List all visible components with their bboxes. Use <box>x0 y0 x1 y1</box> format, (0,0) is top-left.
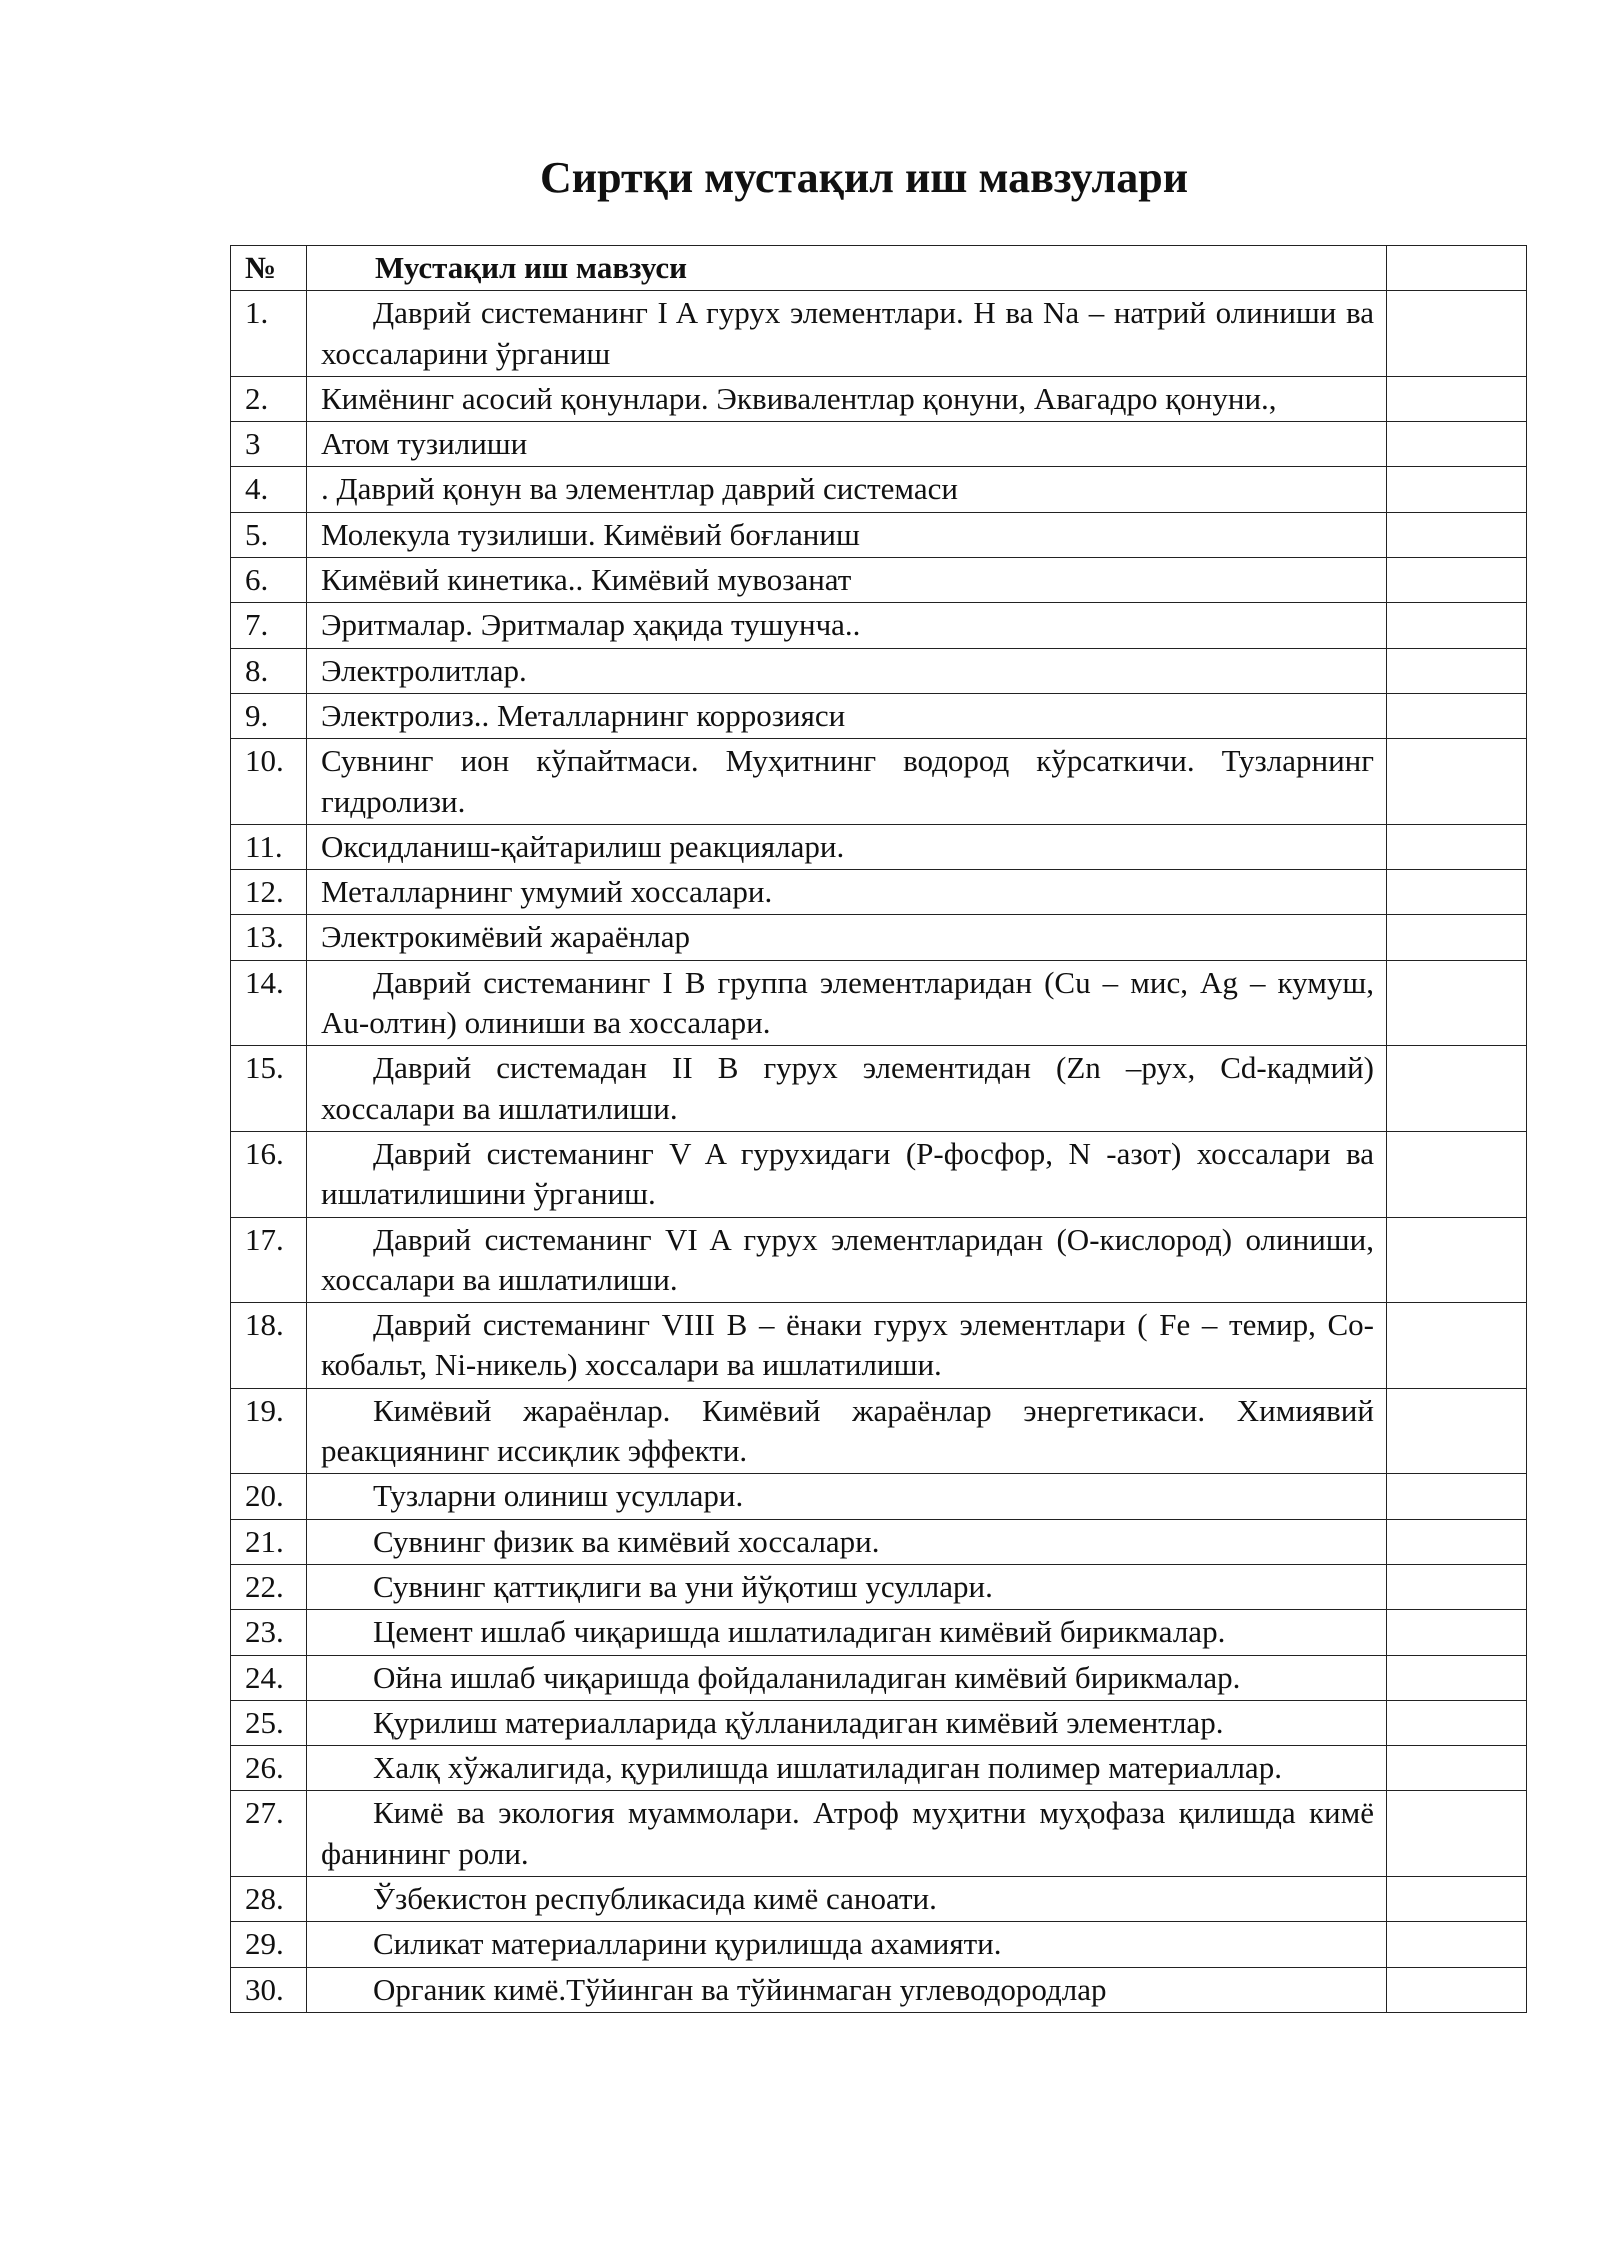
row-number: 14. <box>231 960 307 1046</box>
row-extra <box>1387 1388 1527 1474</box>
row-extra <box>1387 1046 1527 1132</box>
row-extra <box>1387 1217 1527 1303</box>
row-extra <box>1387 558 1527 603</box>
table-row <box>231 1876 1527 1921</box>
row-topic: Даврий системанинг VIII B – ёнаки гурух элементлари ( Fe – темир, Co-кобальт, Ni-никель) хоссалари ва ишлатилиши. <box>307 1303 1387 1389</box>
row-extra <box>1387 1131 1527 1217</box>
row-number: 29. <box>231 1922 307 1967</box>
table-row <box>231 1474 1527 1519</box>
row-number: 9. <box>231 693 307 738</box>
row-extra <box>1387 1519 1527 1564</box>
row-topic: Силикат материалларини қурилишда ахамияти. <box>307 1922 1387 1967</box>
page-title: Сиртқи мустақил иш мавзулари <box>539 153 1189 202</box>
row-extra <box>1387 512 1527 557</box>
row-number: 18. <box>231 1303 307 1389</box>
row-extra <box>1387 870 1527 915</box>
row-number: 8. <box>231 648 307 693</box>
table-header-row <box>231 246 1527 291</box>
header-number: № <box>231 246 307 291</box>
row-number: 21. <box>231 1519 307 1564</box>
row-topic: Электролиз.. Металларнинг коррозияси <box>307 693 1387 738</box>
row-topic: Даврий системанинг I B группа элементларидан (Cu – мис, Ag – кумуш, Au-олтин) олиниши ва хоссалари. <box>307 960 1387 1046</box>
row-extra <box>1387 824 1527 869</box>
row-topic: Сувнинг ион кўпайтмаси. Муҳитнинг водород кўрсаткичи. Тузларнинг гидролизи. <box>307 739 1387 825</box>
row-extra <box>1387 467 1527 512</box>
row-topic: Эритмалар. Эритмалар ҳақида тушунча.. <box>307 603 1387 648</box>
row-topic: Кимёнинг асосий қонунлари. Эквивалентлар қонуни, Авагадро қонуни., <box>307 376 1387 421</box>
row-extra <box>1387 1655 1527 1700</box>
table-row <box>231 1967 1527 2012</box>
row-topic: Атом тузилиши <box>307 422 1387 467</box>
table-row <box>231 467 1527 512</box>
row-topic: Кимёвий жараёнлар. Кимёвий жараёнлар энергетикаси. Химиявий реакциянинг иссиқлик эффекти. <box>307 1388 1387 1474</box>
row-extra <box>1387 1876 1527 1921</box>
table-row <box>231 915 1527 960</box>
row-number: 30. <box>231 1967 307 2012</box>
row-topic: Даврий системанинг I A гурух элементлари. H ва Na – натрий олиниши ва хоссаларини ўрганиш <box>307 291 1387 377</box>
table-row <box>231 1700 1527 1745</box>
table-row <box>231 1217 1527 1303</box>
row-number: 25. <box>231 1700 307 1745</box>
row-number: 19. <box>231 1388 307 1474</box>
table-row <box>231 603 1527 648</box>
table-row <box>231 1655 1527 1700</box>
table-row <box>231 376 1527 421</box>
row-number: 15. <box>231 1046 307 1132</box>
topics-table <box>230 245 1527 2013</box>
row-extra <box>1387 1967 1527 2012</box>
row-number: 26. <box>231 1746 307 1791</box>
table-row <box>231 1519 1527 1564</box>
table-row <box>231 291 1527 377</box>
row-number: 5. <box>231 512 307 557</box>
row-topic: Халқ хўжалигида, қурилишда ишлатиладиган полимер материаллар. <box>307 1746 1387 1791</box>
row-number: 22. <box>231 1564 307 1609</box>
row-number: 3 <box>231 422 307 467</box>
row-topic: Органик кимё.Тўйинган ва тўйинмаган углеводородлар <box>307 1967 1387 2012</box>
row-number: 16. <box>231 1131 307 1217</box>
row-extra <box>1387 915 1527 960</box>
table-row <box>231 422 1527 467</box>
row-topic: Даврий системанинг V A гурухидаги (P-фосфор, N -азот) хоссалари ва ишлатилишини ўрганиш. <box>307 1131 1387 1217</box>
header-extra <box>1387 246 1527 291</box>
row-extra <box>1387 1610 1527 1655</box>
row-extra <box>1387 1746 1527 1791</box>
row-topic: Электрокимёвий жараёнлар <box>307 915 1387 960</box>
row-topic: Даврий системадан II B гурух элементидан (Zn –рух, Cd-кадмий) хоссалари ва ишлатилиши. <box>307 1046 1387 1132</box>
row-number: 12. <box>231 870 307 915</box>
table-row <box>231 1922 1527 1967</box>
row-extra <box>1387 291 1527 377</box>
row-topic: Металларнинг умумий хоссалари. <box>307 870 1387 915</box>
table-row <box>231 1388 1527 1474</box>
row-number: 10. <box>231 739 307 825</box>
row-number: 23. <box>231 1610 307 1655</box>
table-row <box>231 1610 1527 1655</box>
row-number: 20. <box>231 1474 307 1519</box>
row-number: 27. <box>231 1791 307 1877</box>
row-number: 11. <box>231 824 307 869</box>
row-number: 6. <box>231 558 307 603</box>
row-number: 17. <box>231 1217 307 1303</box>
row-topic: Цемент ишлаб чиқаришда ишлатиладиган кимёвий бирикмалар. <box>307 1610 1387 1655</box>
row-number: 2. <box>231 376 307 421</box>
table-row <box>231 1046 1527 1132</box>
row-topic: Молекула тузилиши. Кимёвий боғланиш <box>307 512 1387 557</box>
row-extra <box>1387 1303 1527 1389</box>
row-topic: Ойна ишлаб чиқаришда фойдаланиладиган кимёвий бирикмалар. <box>307 1655 1387 1700</box>
row-extra <box>1387 1922 1527 1967</box>
row-extra <box>1387 739 1527 825</box>
table-row <box>231 824 1527 869</box>
row-extra <box>1387 1564 1527 1609</box>
row-number: 4. <box>231 467 307 512</box>
row-topic: Оксидланиш-қайтарилиш реакциялари. <box>307 824 1387 869</box>
row-number: 13. <box>231 915 307 960</box>
table-row <box>231 693 1527 738</box>
row-topic: Қурилиш материалларида қўлланиладиган кимёвий элементлар. <box>307 1700 1387 1745</box>
table-row <box>231 558 1527 603</box>
table-row <box>231 1746 1527 1791</box>
row-extra <box>1387 693 1527 738</box>
row-extra <box>1387 1700 1527 1745</box>
row-extra <box>1387 603 1527 648</box>
row-topic: Электролитлар. <box>307 648 1387 693</box>
row-topic: Сувнинг физик ва кимёвий хоссалари. <box>307 1519 1387 1564</box>
row-topic: . Даврий қонун ва элементлар даврий системаси <box>307 467 1387 512</box>
row-extra <box>1387 960 1527 1046</box>
table-row <box>231 1564 1527 1609</box>
header-topic: Мустақил иш мавзуси <box>307 246 1387 291</box>
table-row <box>231 648 1527 693</box>
row-topic: Кимё ва экология муаммолари. Атроф муҳитни муҳофаза қилишда кимё фанининг роли. <box>307 1791 1387 1877</box>
row-topic: Сувнинг қаттиқлиги ва уни йўқотиш усуллари. <box>307 1564 1387 1609</box>
row-extra <box>1387 1791 1527 1877</box>
row-topic: Даврий системанинг VI A гурух элементларидан (O-кислород) олиниши, хоссалари ва ишлатилиши. <box>307 1217 1387 1303</box>
table-row <box>231 1131 1527 1217</box>
row-topic: Кимёвий кинетика.. Кимёвий мувозанат <box>307 558 1387 603</box>
row-topic: Тузларни олиниш усуллари. <box>307 1474 1387 1519</box>
table-row <box>231 1303 1527 1389</box>
row-number: 24. <box>231 1655 307 1700</box>
row-number: 28. <box>231 1876 307 1921</box>
row-extra <box>1387 376 1527 421</box>
table-row <box>231 739 1527 825</box>
row-extra <box>1387 648 1527 693</box>
table-row <box>231 870 1527 915</box>
row-number: 1. <box>231 291 307 377</box>
table-body <box>231 291 1527 2013</box>
row-topic: Ўзбекистон республикасида кимё саноати. <box>307 1876 1387 1921</box>
table-row <box>231 960 1527 1046</box>
row-number: 7. <box>231 603 307 648</box>
table-row <box>231 1791 1527 1877</box>
row-extra <box>1387 1474 1527 1519</box>
row-extra <box>1387 422 1527 467</box>
table-row <box>231 512 1527 557</box>
